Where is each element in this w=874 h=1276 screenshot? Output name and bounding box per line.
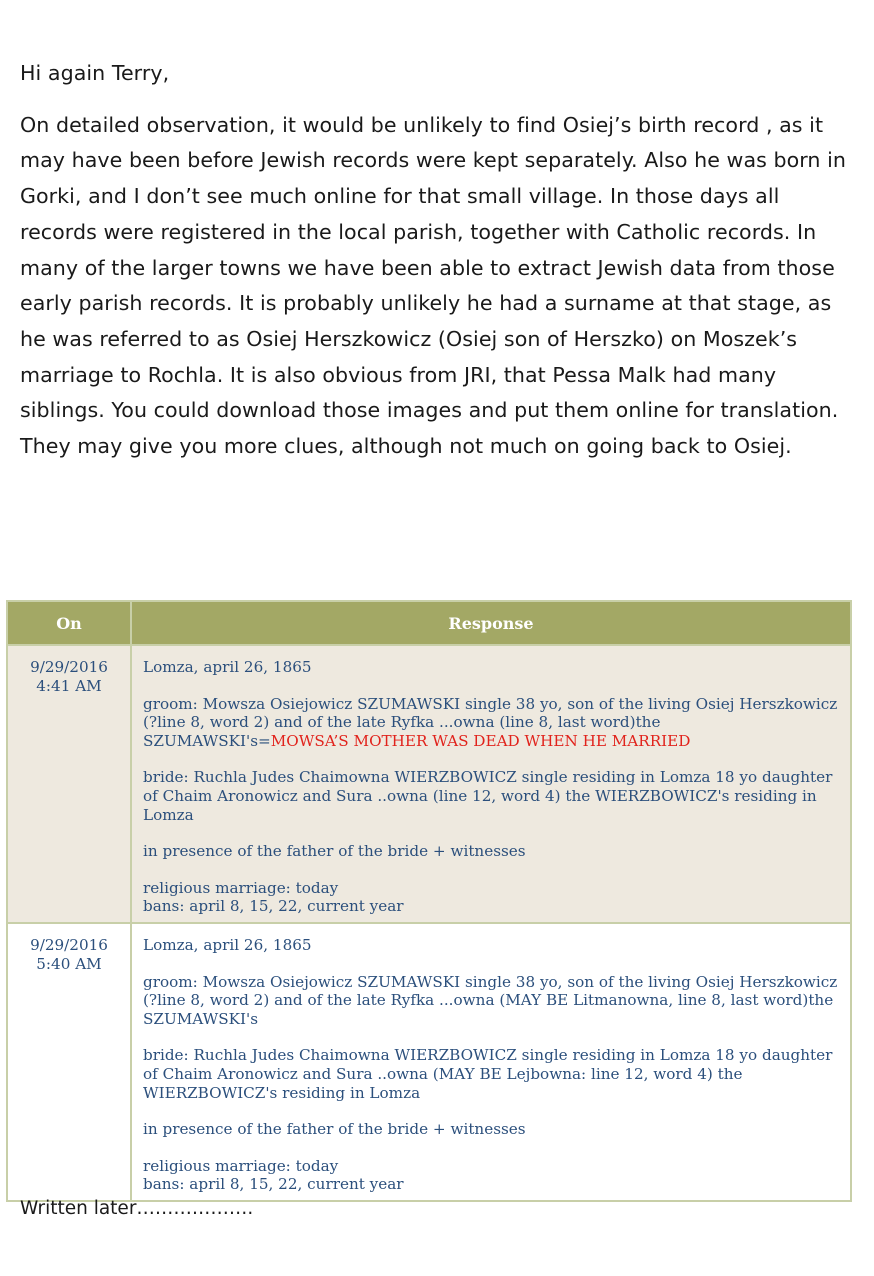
record-groom: groom: Mowsza Osiejowicz SZUMAWSKI single 38 yo, son of the living Osiej Herszkowicz (?line 8, word 2) and of the late Ryfka ...owna (MAY BE Litmanowna, line 8, last word)the SZUMAWSKI's (143, 972, 838, 1028)
column-header-on: On (7, 601, 131, 645)
record-groom (143, 695, 840, 751)
record-bride: bride: Ruchla Judes Chaimowna WIERZBOWICZ single residing in Lomza 18 yo daughter of Chaim Aronowicz and Sura ..owna (line 12, word 4) the WIERZBOWICZ's residing in Lomza (143, 768, 833, 824)
response-table (6, 600, 852, 1202)
bans: bans: april 8, 15, 22, current year (143, 1175, 404, 1194)
religious-marriage: religious marriage: today (143, 1156, 339, 1175)
record-bride: bride: Ruchla Judes Chaimowna WIERZBOWICZ single residing in Lomza 18 yo daughter of Chaim Aronowicz and Sura ..owna (MAY BE Lejbowna: line 12, word 4) the WIERZBOWICZ's residing in Lomza (143, 1046, 833, 1102)
date-cell (7, 923, 131, 1201)
response-date: 9/29/2016 (30, 658, 108, 676)
groom-note: MOWSA’S MOTHER WAS DEAD WHEN HE MARRIED (270, 731, 691, 750)
greeting: Hi again Terry, (20, 61, 170, 85)
response-time: 5:40 AM (36, 954, 102, 973)
table-row (7, 645, 851, 923)
letter-body: On detailed observation, it would be unlikely to find Osiej’s birth record , as it may have been before Jewish records were kept separately. Also he was born in Gorki, and I don’t see much online for that small village. In those days all records were registered in the local parish, together with Catholic records. In many of the larger towns we have been able to extract Jewish data from those early parish records. It is probably unlikely he had a surname at that stage, as he was referred to as Osiej Herszkowicz (Osiej son of Herszko) on Moszek’s marriage to Rochla. It is also obvious from JRI, that Pessa Malk had many siblings. You could download those images and put them online for translation. They may give you more clues, although not much on going back to Osiej. (20, 112, 846, 459)
written-later-note: Written later………………. (20, 1198, 254, 1219)
bans: bans: april 8, 15, 22, current year (143, 897, 404, 916)
record-place-date: Lomza, april 26, 1865 (143, 935, 312, 954)
record-presence: in presence of the father of the bride + witnesses (143, 1120, 526, 1139)
record-marriage-bans (143, 879, 840, 916)
column-header-response: Response (131, 601, 851, 645)
date-cell (7, 645, 131, 923)
groom-text: groom: Mowsza Osiejowicz SZUMAWSKI single 38 yo, son of the living Osiej Herszkowicz (?line 8, word 2) and of the late Ryfka ...owna (line 8, last word)the SZUMAWSKI's= (143, 694, 838, 750)
response-date: 9/29/2016 (30, 935, 108, 954)
record-place-date: Lomza, april 26, 1865 (143, 658, 312, 676)
record-presence: in presence of the father of the bride + witnesses (143, 842, 526, 861)
response-cell (131, 645, 851, 923)
table-header-row (7, 601, 851, 645)
religious-marriage: religious marriage: today (143, 878, 339, 897)
table-row (7, 923, 851, 1201)
letter-text (20, 56, 850, 465)
response-cell (131, 923, 851, 1201)
record-marriage-bans (143, 1157, 840, 1194)
response-time: 4:41 AM (36, 676, 102, 695)
